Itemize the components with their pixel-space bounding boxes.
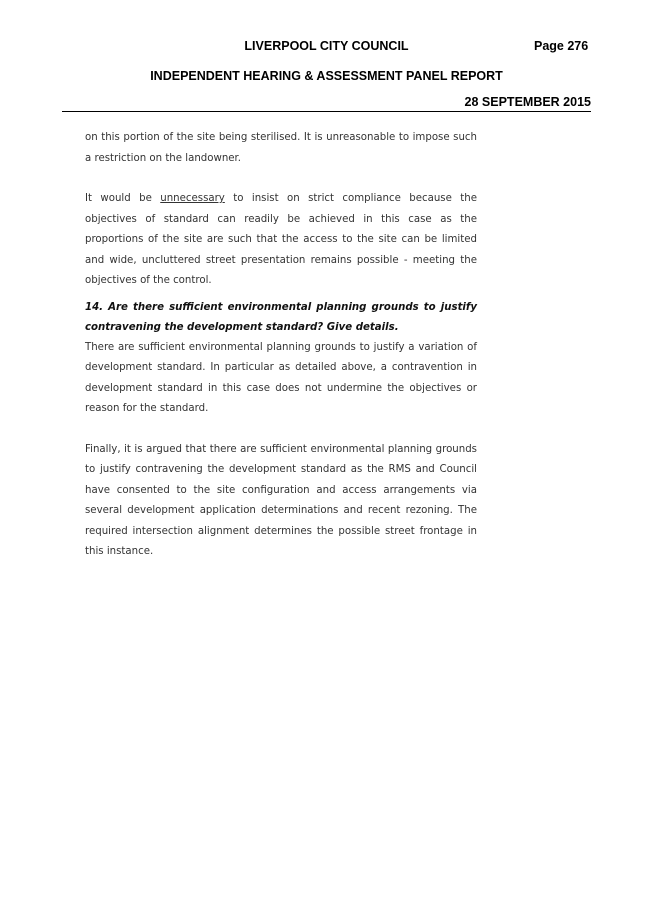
paragraph-unnecessary (85, 189, 477, 292)
paragraph-unnecessary-lead: It would be (85, 193, 161, 204)
paragraph-sterilised: on this portion of the site being sterilised. It is unreasonable to impose such a restriction on the landowner. (85, 132, 477, 164)
paragraph-sufficient-grounds: There are sufficient environmental planning grounds to justify a variation of development standard. In particular as detailed above, a contravention in development standard in this case does not undermine the objectives or reason for the standard. (85, 341, 477, 414)
report-title: INDEPENDENT HEARING & ASSESSMENT PANEL REPORT (150, 69, 503, 83)
paragraph-finally: Finally, it is argued that there are sufficient environmental planning grounds to justify contravening the development standard as the RMS and Council have consented to the site configuration and access arrangements via several development application determinations and recent rezoning. The required intersection alignment determines the possible street frontage in this instance. (85, 443, 477, 557)
council-name: LIVERPOOL CITY COUNCIL (244, 39, 409, 53)
page-number: Page 276 (534, 39, 589, 53)
report-date: 28 SEPTEMBER 2015 (464, 95, 591, 109)
question-14-heading: 14. Are there sufficient environmental planning grounds to justify contravening the development standard? Give details. (85, 301, 477, 333)
paragraph-unnecessary-rest: to insist on strict compliance because the objectives of standard can readily be achieved in this case as the proportions of the site are such that the access to the site can be limited and wide, uncluttered street presentation remains possible - meeting the objectives of the control. (85, 193, 477, 286)
report-body (85, 128, 477, 563)
underlined-word-unnecessary: unnecessary (160, 193, 225, 204)
header-divider (62, 111, 591, 112)
